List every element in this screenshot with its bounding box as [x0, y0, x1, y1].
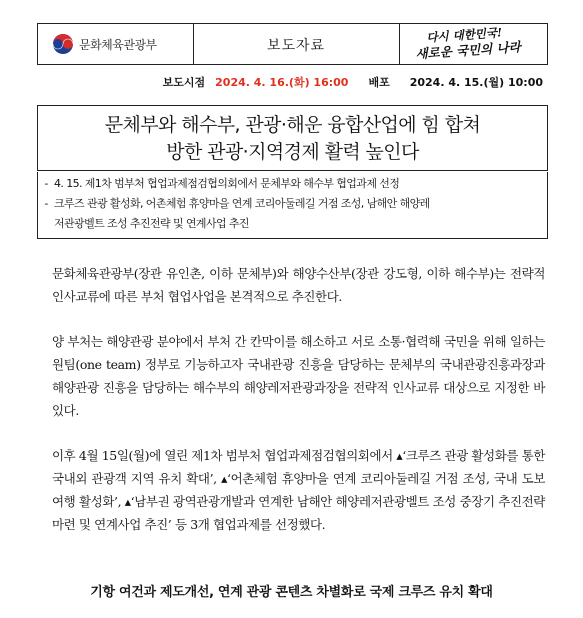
embargo-label: 보도시점	[162, 76, 206, 89]
headline-line-2: 방한 관광·지역경제 활력 높인다	[166, 141, 419, 163]
body-paragraph: 문화체육관광부(장관 유인촌, 이하 문체부)와 해양수산부(장관 강도형, 이하 해수부)는 전략적 인사교류에 따른 부처 협업사업을 본격적으로 추진한다.	[52, 266, 545, 304]
subheadline-text: 4. 15. 제1차 범부처 협업과제점검협의회에서 문체부와 해수부 협업과제 선정	[54, 177, 400, 190]
distribution-time: 2024. 4. 15.(월) 10:00	[409, 76, 543, 89]
release-schedule	[163, 74, 543, 90]
section-heading: 기항 여건과 제도개선, 연계 관광 콘텐츠 차별화로 국제 크루즈 유치 확대	[90, 585, 493, 600]
body-paragraph: 양 부처는 해양관광 분야에서 부처 간 칸막이를 해소하고 서로 소통·협력해 국민을 위해 일하는 원팀(one team) 정부로 기능하고자 국내관광 진흥을 담당하는 문체부의 국내관광진흥과장과 해양관광 진흥을 담당하는 해수부의 해양레저관광과장을 전략적 인사교류 대상으로 지정한 바 있다.	[52, 334, 545, 418]
taegeuk-logo-icon	[52, 33, 74, 55]
ministry-name: 문화체육관광부	[79, 38, 157, 52]
subheadline-text: 크루즈 관광 활성화, 어촌체험 휴양마을 연계 코리아둘레길 거점 조성, 남해안 해양레 저관광벨트 조성 추진전략 및 연계사업 추진	[54, 197, 430, 230]
headline-line-1: 문체부와 해수부, 관광·해운 융합산업에 힘 합쳐	[104, 114, 481, 136]
body-paragraph: 이후 4월 15일(월)에 열린 제1차 범부처 협업과제점검협의회에서 ▴‘크루즈 관광 활성화를 통한 국내외 관광객 지역 유치 확대’, ▴‘어촌체험 휴양마을 연계 코리아둘레길 거점 조성, 국내 도보여행 활성화’, ▴‘남부권 광역관광개발과 연계한 남해안 해양레저관광벨트 조성 중장기 추진전략 마련 및 연계사업 추진’ 등 3개 협업과제를 선정했다.	[52, 448, 545, 532]
slogan-line-2: 새로운 국민의 나라	[415, 39, 522, 62]
government-slogan	[410, 21, 546, 66]
subheadline-item: - 4. 15. 제1차 범부처 협업과제점검협의회에서 문체부와 해수부 협업과제 선정	[38, 174, 547, 194]
slogan-line-1: 다시 대한민국!	[425, 25, 503, 45]
embargo-time: 2024. 4. 16.(화) 16:00	[215, 76, 349, 89]
distribution-label: 배포	[368, 76, 390, 89]
press-release-label: 보도자료	[266, 38, 326, 54]
press-label-cell	[193, 24, 400, 64]
ministry-cell	[38, 24, 194, 64]
headline-box	[37, 105, 548, 171]
press-release-header	[37, 23, 548, 65]
subheadline-item: - 크루즈 관광 활성화, 어촌체험 휴양마을 연계 코리아둘레길 거점 조성, 남해안 해양레 저관광벨트 조성 추진전략 및 연계사업 추진	[38, 194, 547, 234]
subheadline-list	[37, 172, 548, 239]
